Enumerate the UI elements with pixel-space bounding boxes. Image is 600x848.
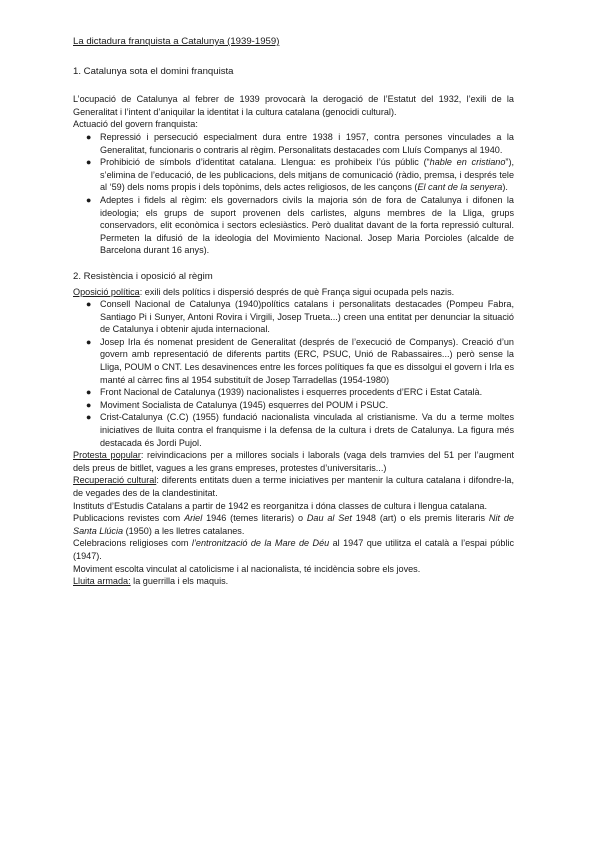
actuacio-label: Actuació del govern franquista:	[73, 119, 198, 130]
list-item: ● Josep Irla és nomenat president de Generalitat (després de l’execució de Companys). Creació d’un govern amb representació de diferents partits (ERC, PSUC, Unió de Rabassaires...) però sense la Lliga, POUM o CNT. Les desavinences entre les forces polítiques fa que es dissolgui el govern i Irla es manté al càrrec fins al 1954 substituït de Josep Tarradellas (1954-1980)	[86, 336, 514, 385]
section-1-intro: L’ocupació de Catalunya al febrer de 1939 provocarà la derogació de l’Estatut del 1932, l’exili de la Generalitat i l’intent d’aniquilar la identitat i la cultura catalana (genocidi cultural).	[73, 94, 514, 117]
list-item: ● Prohibició de símbols d’identitat catalana. Llengua: es prohibeix l’ús públic (“hable en cristiano”), s’elimina de l’educació, de les publicacions, dels mitjans de comunicació (ràdio, premsa, i després tele al ‘59) dels noms propis i dels topònims, dels actes religiosos, de les cançons (El cant de la senyera).	[86, 157, 515, 193]
list-item: ● Adeptes i fidels al règim: els governadors civils la majoria són de fora de Catalunya i difonen la ideologia; els grups de suport provenen dels carlistes, alguns membres de la Lliga, grups conservadors, elit econòmica i sectors eclesiàstics. Però dualitat davant de la forta repressió cultural. Permeten la difusió de la ideologia del Movimiento Nacional. Josep Maria Porcioles (alcalde de Barcelona durant 16 anys).	[86, 194, 514, 256]
document-page	[73, 36, 514, 588]
list-item: ● Moviment Socialista de Catalunya (1945) esquerres del POUM i PSUC.	[86, 399, 389, 410]
bullet-icon: ●	[86, 387, 92, 398]
list-item: ● Consell Nacional de Catalunya (1940)polítics catalans i personalitats destacades (Pompeu Fabra, Santiago Pi i Sunyer, Antoni Rovira i Virgili, Josep Trueta...) creen una entitat per denunciar la situació de Catalunya i obtenir ajuda internacional.	[86, 299, 514, 335]
recuperacio-cultural: Recuperació cultural: diferents entitats duen a terme iniciatives per mantenir la cultura catalana i difondre-la, de vegades des de la clandestinitat.	[73, 475, 514, 498]
bullet-icon: ●	[86, 412, 92, 423]
section-1-heading: 1. Catalunya sota el domini franquista	[73, 65, 234, 77]
section-2-heading: 2. Resistència i oposició al règim	[73, 270, 213, 282]
oposicio-politica: Oposició política: exili dels polítics i dispersió després de què França sigui ocupada pels nazis.	[73, 286, 455, 297]
list-item: ● Front Nacional de Catalunya (1939) nacionalistes i esquerres procedents d’ERC i Estat Català.	[86, 387, 483, 398]
protesta-popular: Protesta popular: reivindicacions per a millores socials i laborals (vaga dels tramvies del 51 per l’augment dels preus de bitllet, vagues a les grans empreses, protestes d’universitaris...)	[73, 450, 514, 473]
bullet-icon: ●	[86, 336, 92, 347]
moviment-escolta: Moviment escolta vinculat al catolicisme i al nacionalista, té incidència sobre els joves.	[73, 563, 421, 574]
list-item: ● Crist-Catalunya (C.C) (1955) fundació nacionalista vinculada al cristianisme. Va du a terme moltes iniciatives de lluita contra el franquisme i la defensa de la cultura i drets de Catalunya. La figura més destacada és Jordi Pujol.	[86, 412, 514, 448]
publicacions-paragraph: Publicacions revistes com Ariel 1946 (temes literaris) o Dau al Set 1948 (art) o els premis literaris Nit de Santa Llúcia (1950) a les lletres catalanes.	[73, 513, 514, 536]
bullet-icon: ●	[86, 299, 92, 310]
oposicio-list	[73, 298, 514, 449]
bullet-icon: ●	[86, 157, 92, 168]
list-item: ● Repressió i persecució especialment dura entre 1938 i 1957, contra persones vinculades a la Generalitat, funcionaris o contraris al règim. Personalitats destacades com Lluís Companys al 1940.	[86, 131, 514, 155]
bullet-icon: ●	[86, 131, 92, 142]
celebracions-paragraph: Celebracions religioses com l’entronització de la Mare de Déu al 1947 que utilitza el català a l’espai públic (1947).	[73, 538, 515, 561]
document-title: La dictadura franquista a Catalunya (1939-1959)	[73, 36, 280, 47]
bullet-icon: ●	[86, 194, 92, 205]
actuacio-list	[73, 131, 514, 257]
iec-paragraph: Instituts d’Estudis Catalans a partir de 1942 es reorganitza i dóna classes de cultura i llengua catalana.	[73, 500, 488, 511]
bullet-icon: ●	[86, 399, 92, 410]
lluita-armada: Lluita armada: la guerrilla i els maquis.	[73, 576, 229, 587]
